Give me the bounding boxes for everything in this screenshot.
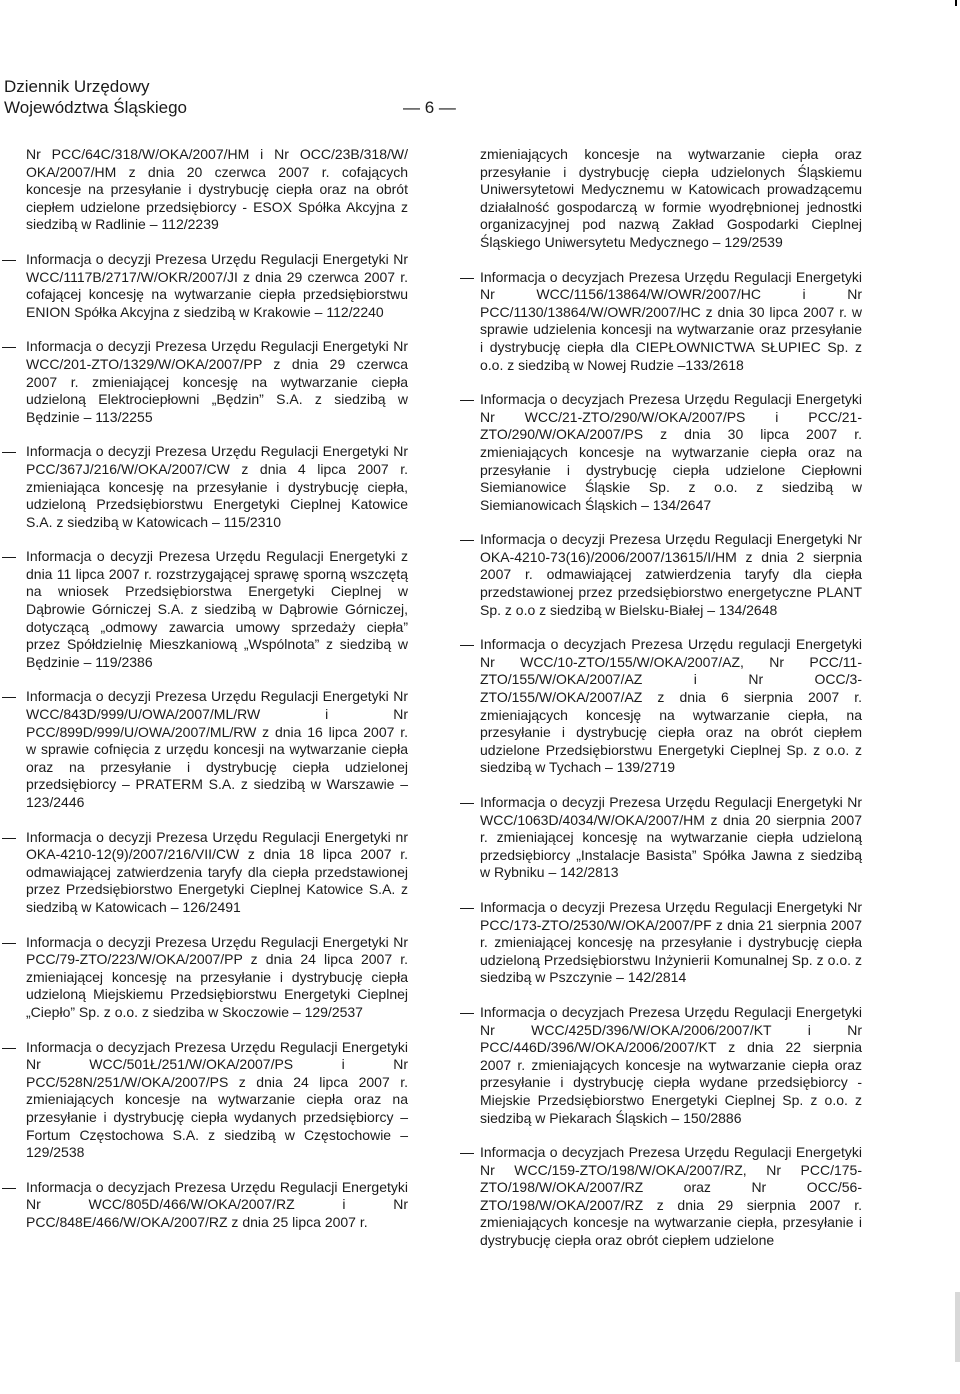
entry-text: Informacja o decyzji Prezesa Urzędu Regulacji Energetyki nr OKA-4210-12(9)/2007/216/VII/CW z dnia 18 lipca 2007 r. odmawiającej zatwierdzenia taryfy dla ciepła przedstawionej przez Przedsiębiorstwo Energetyki Cieplnej Katowice S.A. z siedzibą w Katowicach – 126/2491 [26, 828, 408, 915]
journal-region: Województwa Śląskiego [4, 98, 187, 117]
page-number: — 6 — [403, 98, 456, 117]
index-entry [458, 146, 862, 252]
corner-crop-mark [955, 0, 957, 6]
index-entry [0, 1039, 408, 1162]
running-header [0, 76, 460, 118]
entry-text: Informacja o decyzji Prezesa Urzędu Regulacji Energetyki Nr OKA-4210-73(16)/2006/2007/13615/I/HM z dnia 2 sierpnia 2007 r. odmawiającej zatwierdzenia taryfy dla ciepła przedstawionej przez przedsiębiorstwo energetyczne PLANT Sp. z o.o z siedzibą w Bielsku-Białej – 134/2648 [480, 531, 862, 618]
index-entry [458, 636, 862, 777]
index-entry [0, 548, 408, 671]
entry-text: Informacja o decyzji Prezesa Urzędu Regulacji Energetyki Nr WCC/843D/999/U/OWA/2007/ML/RW i Nr PCC/899D/999/U/OWA/2007/ML/RW z dnia 16 lipca 2007 r. w sprawie cofnięcia z urzędu koncesji na wytwarzanie ciepła oraz na przesyłanie i dystrybucję ciepła udzielonej przedsiębiorcy – PRATERM S.A. z siedzibą w Warszawie – 123/2446 [26, 688, 408, 810]
entry-text: Informacja o decyzji Prezesa Urzędu Regulacji Energetyki Nr WCC/1063D/4034/W/OKA/2007/HM z dnia 20 sierpnia 2007 r. zmieniającej koncesję na wytwarzanie ciepła udzieloną przedsiębiorcy „Instalacje Basista” Spółka Jawna z siedzibą w Rybniku – 142/2813 [480, 794, 862, 881]
entry-text: Informacja o decyzji Prezesa Urzędu Regulacji Energetyki Nr PCC/173-ZTO/2530/W/OKA/2007/PF z dnia 21 sierpnia 2007 r. zmieniającej koncesję na przesyłanie i dystrybucję ciepła udzieloną Przedsiębiorstwu Inżynierii Komunalnej Sp. z o.o. z siedzibą w Pszczynie – 142/2814 [480, 898, 862, 986]
index-entry [0, 688, 408, 811]
index-entry [0, 1179, 408, 1232]
entry-text: Informacja o decyzjach Prezesa Urzędu Regulacji Energetyki Nr WCC/1156/13864/W/OWR/2007/HC i Nr PCC/1130/13864/W/OWR/2007/HC z dnia 30 lipca 2007 r. w sprawie udzielenia koncesji na wytwarzanie oraz przesyłanie i dystrybucję ciepła dla CIEPŁOWNICTWA SŁUPIEC Sp. z o.o. z siedzibą w Nowej Rudzie –133/2618 [480, 268, 862, 373]
entry-text: Informacja o decyzji Prezesa Urzędu Regulacji Energetyki Nr WCC/1117B/2717/W/OKR/2007/JI z dnia 29 czerwca 2007 r. cofającej koncesję na wytwarzanie ciepła przedsiębiorstwu ENION Spółka Akcyjna z siedzibą w Krakowie – 112/2240 [26, 250, 408, 320]
entry-text: Informacja o decyzjach Prezesa Urzędu Regulacji Energetyki Nr WCC/501Ł/251/W/OKA/2007/PS i Nr PCC/528N/251/W/OKA/2007/PS z dnia 24 lipca 2007 r. zmieniających koncesje na wytwarzanie ciepła oraz na przesyłanie i dystrybucję ciepła wydanych przedsiębiorcy – Fortum Częstochowa S.A. z siedzibą w Częstochowie – 129/2538 [26, 1038, 408, 1161]
entry-text: Informacja o decyzjach Prezesa Urzędu Regulacji Energetyki Nr WCC/21-ZTO/290/W/OKA/2007/PS i PCC/21-ZTO/290/W/OKA/2007/PS z dnia 30 lipca 2007 r. zmieniających koncesje na wytwarzanie ciepła oraz na przesyłanie i dystrybucję ciepła udzielone Ciepłowni Siemianowice Śląskie Sp. z o.o. z siedzibą w Siemianowicach Śląskich – 134/2647 [480, 391, 862, 513]
entry-text: Informacja o decyzji Prezesa Urzędu Regulacji Energetyki Nr PCC/367J/216/W/OKA/2007/CW z dnia 4 lipca 2007 r. zmieniająca koncesję na przesyłanie i dystrybucję ciepła, udzieloną Przedsiębiorstwu Energetyki Cieplnej Katowice S.A. z siedzibą w Katowicach – 115/2310 [26, 443, 408, 530]
index-entry [0, 443, 408, 531]
index-entry [458, 269, 862, 375]
index-entry [458, 1004, 862, 1127]
entry-text: Informacja o decyzjach Prezesa Urzędu Regulacji Energetyki Nr WCC/159-ZTO/198/W/OKA/2007/RZ, Nr PCC/175-ZTO/198/W/OKA/2007/RZ oraz Nr OCC/56-ZTO/198/W/OKA/2007/RZ z dnia 29 sierpnia 2007 r. zmieniających koncesje na wytwarzanie ciepła, przesyłanie i dystrybucję ciepła oraz obrót ciepłem udzielone [480, 1144, 862, 1249]
entry-text: Informacja o decyzji Prezesa Urzędu Regulacji Energetyki Nr WCC/201-ZTO/1329/W/OKA/2007/PP z dnia 29 czerwca 2007 r. zmieniającej koncesję na wytwarzanie ciepła udzieloną Elektrociepłowni „Będzin” S.A. z siedzibą w Będzinie – 113/2255 [26, 338, 408, 425]
left-column [0, 146, 408, 1248]
index-entry [0, 934, 408, 1022]
index-entry [0, 338, 408, 426]
entry-text: Informacja o decyzjach Prezesa Urzędu regulacji Energetyki Nr WCC/10-ZTO/155/W/OKA/2007/AZ, Nr PCC/11-ZTO/155/W/OKA/2007/AZ i Nr OCC/3-ZTO/155/W/OKA/2007/AZ z dnia 6 sierpnia 2007 r. zmieniających koncesję na wytwarzanie ciepła, na przesyłanie i dystrybucję ciepła oraz na obrót ciepłem udzielone Przedsiębiorstwu Energetyki Cieplnej Sp. z o.o. z siedzibą w Tychach – 139/2719 [480, 636, 862, 776]
index-entry [0, 146, 408, 234]
entry-text: Nr PCC/64C/318/W/OKA/2007/HM i Nr OCC/23B/318/W/ OKA/2007/HM z dnia 20 czerwca 2007 r. cofających koncesje na przesyłanie i dystrybucję ciepła oraz na obrót ciepłem udzielone przedsiębiorcy - ESOX Spółka Akcyjna z siedzibą w Radlinie – 112/2239 [26, 146, 408, 233]
entry-text: zmieniających koncesje na wytwarzanie ciepła oraz przesyłanie i dystrybucję ciepła udzielonych Śląskiemu Uniwersytetowi Medycznemu w Katowicach prowadzącemu działalność gospodarczą w formie wyodrębnionej jednostki organizacyjnej pod nazwą Zakład Gospodarki Cieplnej Śląskiego Uniwersytetu Medycznego – 129/2539 [480, 146, 862, 250]
side-edge-mark [955, 1292, 960, 1362]
index-entry [0, 251, 408, 321]
index-entry [458, 1144, 862, 1250]
entry-text: Informacja o decyzjach Prezesa Urzędu Regulacji Energetyki Nr WCC/425D/396/W/OKA/2006/2007/KT i Nr PCC/446D/396/W/OKA/2006/2007/KT z dnia 22 sierpnia 2007 r. zmieniających koncesje na wytwarzanie ciepła oraz przesyłanie i dystrybucję ciepła wydane przedsiębiorcy - Miejskie Przedsiębiorstwo Energetyki Cieplnej Sp. z o.o. z siedzibą w Piekarach Śląskich – 150/2886 [480, 1003, 862, 1126]
index-entry [458, 794, 862, 882]
entry-text: Informacja o decyzjach Prezesa Urzędu Regulacji Energetyki Nr WCC/805D/466/W/OKA/2007/RZ i Nr PCC/848E/466/W/OKA/2007/RZ z dnia 25 lipca 2007 r. [26, 1178, 408, 1230]
entry-text: Informacja o decyzji Prezesa Urzędu Regulacji Energetyki z dnia 11 lipca 2007 r. rozstrzygającej sprawę sporną wszczętą na wniosek Przedsiębiorstwa Energetyki Cieplnej w Dąbrowie Górniczej S.A. z siedzibą w Dąbrowie Górniczej, dotyczącą „odmowy zawarcia umowy sprzedaży ciepła” przez Spółdzielnię Mieszkaniową „Wspólnota” z siedzibą w Będzinie – 119/2386 [26, 548, 408, 670]
entry-text: Informacja o decyzji Prezesa Urzędu Regulacji Energetyki Nr PCC/79-ZTO/223/W/OKA/2007/PP z dnia 24 lipca 2007 r. zmieniającej koncesję na przesyłanie i dystrybucję ciepła udzieloną Miejskiemu Przedsiębiorstwu Energetyki Cieplnej „Ciepło” Sp. z o.o. z siedziba w Skoczowie – 129/2537 [26, 933, 408, 1020]
journal-title: Dziennik Urzędowy [4, 77, 150, 96]
index-entry [0, 829, 408, 917]
index-entry [458, 531, 862, 619]
index-entry [458, 899, 862, 987]
index-entry [458, 391, 862, 514]
right-column [458, 146, 862, 1267]
